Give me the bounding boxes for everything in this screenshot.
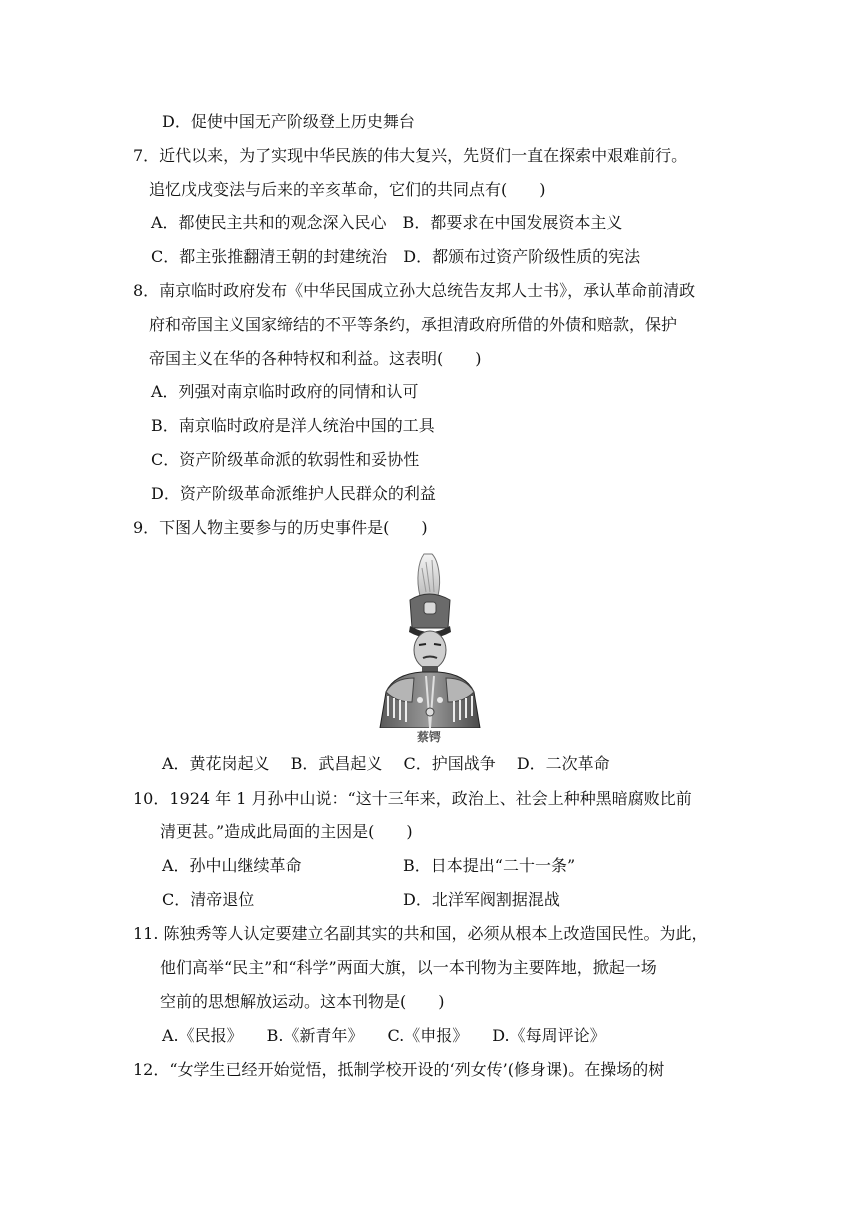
line-q6-option-d: D．促使中国无产阶级登上历史舞台: [162, 112, 415, 131]
line-q9-options: A．黄花岗起义 B．武昌起义 C．护国战争 D．二次革命: [162, 754, 610, 773]
line-q8-option-b: B．南京临时政府是洋人统治中国的工具: [151, 416, 435, 435]
line-q8-stem-2: 府和帝国主义国家缔结的不平等条约，承担清政府所借的外债和赔款，保护: [149, 315, 678, 334]
portrait-caption: 蔡锷: [416, 730, 441, 744]
line-q7-stem-2: 追忆戊戌变法与后来的辛亥革命，它们的共同点有( ): [149, 180, 546, 199]
line-q8-option-d: D．资产阶级革命派维护人民群众的利益: [151, 484, 436, 503]
line-q11-stem-3: 空前的思想解放运动。这本刊物是( ): [160, 992, 445, 1011]
line-q7-options-cd: C．都主张推翻清王朝的封建统治 D．都颁布过资产阶级性质的宪法: [151, 247, 641, 266]
line-q8-option-c: C．资产阶级革命派的软弱性和妥协性: [151, 450, 420, 469]
line-q7-options-ab: A．都使民主共和的观念深入民心 B．都要求在中国发展资本主义: [151, 213, 623, 232]
line-q10-option-c: C．清帝退位: [162, 890, 255, 909]
line-q10-option-d: D．北洋军阀割据混战: [403, 890, 560, 909]
line-q10-stem-2: 清更甚。”造成此局面的主因是( ): [160, 822, 413, 841]
line-q11-options: A.《民报》 B.《新青年》 C.《申报》 D.《每周评论》: [162, 1026, 606, 1045]
line-q10-option-a: A．孙中山继续革命: [162, 856, 302, 875]
line-q7-stem-1: 7．近代以来，为了实现中华民族的伟大复兴，先贤们一直在探索中艰难前行。: [133, 146, 688, 165]
line-q11-stem-1: 11. 陈独秀等人认定要建立名副其实的共和国，必须从根本上改造国民性。为此，: [133, 924, 708, 943]
line-q10-stem-1: 10．1924 年 1 月孙中山说：“这十三年来，政治上、社会上种种黑暗腐败比前: [133, 789, 692, 808]
line-q10-option-b: B．日本提出“二十一条”: [403, 856, 576, 875]
portrait-figure: [374, 552, 484, 742]
line-q11-stem-2: 他们高举“民主”和“科学”两面大旗，以一本刊物为主要阵地，掀起一场: [160, 958, 657, 977]
line-q8-stem-1: 8．南京临时政府发布《中华民国成立孙大总统告友邦人士书》，承认革命前清政: [133, 281, 696, 300]
line-q12-stem-1: 12．“女学生已经开始觉悟，抵制学校开设的‘列女传’(修身课)。在操场的树: [133, 1060, 665, 1079]
line-q8-stem-3: 帝国主义在华的各种特权和利益。这表明( ): [149, 349, 482, 368]
line-q9-stem: 9．下图人物主要参与的历史事件是( ): [133, 518, 428, 537]
line-q8-option-a: A．列强对南京临时政府的同情和认可: [151, 382, 419, 401]
portrait-image: [374, 552, 484, 728]
